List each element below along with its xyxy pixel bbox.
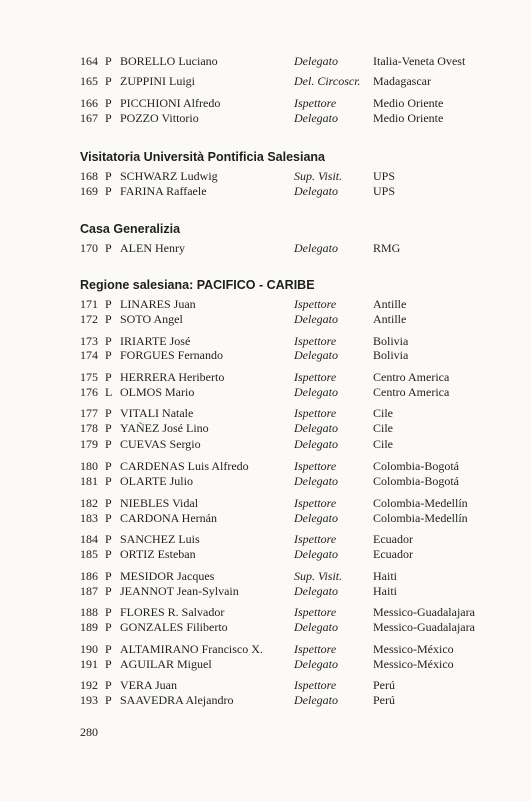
entry-status: P: [105, 241, 112, 255]
entry-number: 176: [80, 385, 98, 399]
entry-status: P: [105, 511, 112, 525]
entry-number: 175: [80, 370, 98, 384]
entry-place: Centro America: [373, 370, 450, 384]
entry-name: POZZO Vittorio: [120, 111, 199, 125]
entry-role: Ispettore: [294, 532, 337, 546]
entry-number: 177: [80, 406, 98, 420]
entry-name: NIEBLES Vidal: [120, 496, 199, 510]
entry-status: P: [105, 678, 112, 692]
entry-place: Bolivia: [373, 334, 409, 348]
entry-role: Sup. Visit.: [294, 169, 343, 183]
entry-role: Delegato: [294, 511, 338, 525]
entry-number: 179: [80, 437, 98, 451]
entry-name: VITALI Natale: [120, 406, 194, 420]
entry-name: JEANNOT Jean-Sylvain: [120, 584, 239, 598]
entry-place: Centro America: [373, 385, 450, 399]
entry-name: LINARES Juan: [120, 297, 196, 311]
entry-number: 166: [80, 96, 98, 110]
entry-name: AGUILAR Miguel: [120, 657, 212, 671]
entry-role: Ispettore: [294, 496, 337, 510]
entry-status: P: [105, 437, 112, 451]
entry-role: Ispettore: [294, 459, 337, 473]
entry-name: ORTIZ Esteban: [120, 547, 196, 561]
entry-number: 182: [80, 496, 98, 510]
entry-role: Ispettore: [294, 642, 337, 656]
entry-role: Delegato: [294, 348, 338, 362]
entry-role: Delegato: [294, 312, 338, 326]
entry-status: P: [105, 406, 112, 420]
entry-name: CARDONA Hernán: [120, 511, 217, 525]
entry-role: Delegato: [294, 547, 338, 561]
entry-number: 186: [80, 569, 98, 583]
entry-place: Messico-México: [373, 642, 454, 656]
entry-status: P: [105, 693, 112, 707]
entry-place: UPS: [373, 184, 396, 198]
entry-place: Haiti: [373, 584, 397, 598]
entry-place: Ecuador: [373, 547, 413, 561]
entry-status: P: [105, 569, 112, 583]
entry-name: VERA Juan: [120, 678, 177, 692]
entry-status: P: [105, 620, 112, 634]
entry-status: P: [105, 111, 112, 125]
entry-status: P: [105, 184, 112, 198]
entry-number: 171: [80, 297, 98, 311]
entry-role: Delegato: [294, 184, 338, 198]
entry-status: P: [105, 605, 112, 619]
entry-role: Ispettore: [294, 406, 337, 420]
entry-name: FORGUES Fernando: [120, 348, 224, 362]
entry-place: Medio Oriente: [373, 111, 444, 125]
entry-name: MESIDOR Jacques: [120, 569, 215, 583]
entry-status: L: [105, 385, 113, 399]
section-heading: Visitatoria Università Pontificia Salesiana: [80, 150, 326, 164]
entry-place: Cile: [373, 406, 393, 420]
entry-role: Delegato: [294, 693, 338, 707]
entry-place: Haiti: [373, 569, 397, 583]
entry-role: Ispettore: [294, 297, 337, 311]
entry-place: Ecuador: [373, 532, 413, 546]
entry-place: Antille: [373, 297, 407, 311]
entry-role: Ispettore: [294, 370, 337, 384]
entry-number: 170: [80, 241, 98, 255]
entry-name: FARINA Raffaele: [120, 184, 207, 198]
entry-role: Delegato: [294, 54, 338, 68]
entry-place: Madagascar: [373, 74, 431, 88]
entry-role: Delegato: [294, 584, 338, 598]
entry-status: P: [105, 169, 112, 183]
entry-place: Colombia-Bogotá: [373, 459, 459, 473]
entry-role: Delegato: [294, 385, 338, 399]
entry-role: Sup. Visit.: [294, 569, 343, 583]
entry-number: 184: [80, 532, 98, 546]
entry-place: Cile: [373, 437, 393, 451]
entry-name: SAAVEDRA Alejandro: [120, 693, 234, 707]
entry-name: GONZALES Filiberto: [120, 620, 228, 634]
entry-role: Ispettore: [294, 605, 337, 619]
entry-place: Cile: [373, 421, 393, 435]
entry-status: P: [105, 297, 112, 311]
entry-role: Delegato: [294, 421, 338, 435]
entry-number: 190: [80, 642, 98, 656]
entry-number: 178: [80, 421, 98, 435]
entry-name: HERRERA Heriberto: [120, 370, 225, 384]
section-heading: Casa Generalizia: [80, 222, 181, 236]
entry-number: 187: [80, 584, 98, 598]
entry-name: SOTO Angel: [120, 312, 183, 326]
entry-place: Perú: [373, 693, 395, 707]
entry-name: SANCHEZ Luis: [120, 532, 200, 546]
entry-number: 173: [80, 334, 98, 348]
entry-number: 167: [80, 111, 98, 125]
entry-role: Delegato: [294, 111, 338, 125]
entry-place: Italia-Veneta Ovest: [373, 54, 466, 68]
entry-place: Colombia-Bogotá: [373, 474, 459, 488]
entry-role: Delegato: [294, 474, 338, 488]
entry-name: ALTAMIRANO Francisco X.: [120, 642, 263, 656]
entry-status: P: [105, 312, 112, 326]
entry-status: P: [105, 54, 112, 68]
entry-number: 164: [80, 54, 98, 68]
entry-status: P: [105, 547, 112, 561]
entry-name: YAÑEZ José Lino: [120, 421, 209, 435]
entry-role: Ispettore: [294, 96, 337, 110]
entry-number: 172: [80, 312, 98, 326]
entry-role: Delegato: [294, 657, 338, 671]
entry-role: Delegato: [294, 620, 338, 634]
entry-number: 185: [80, 547, 98, 561]
entry-role: Delegato: [294, 241, 338, 255]
entry-status: P: [105, 657, 112, 671]
entry-role: Ispettore: [294, 334, 337, 348]
entry-number: 180: [80, 459, 98, 473]
entry-place: Colombia-Medellín: [373, 496, 468, 510]
entry-role: Del. Circoscr.: [294, 74, 361, 88]
entry-number: 183: [80, 511, 98, 525]
entry-number: 168: [80, 169, 98, 183]
entry-name: ZUPPINI Luigi: [120, 74, 195, 88]
entry-status: P: [105, 584, 112, 598]
entry-number: 174: [80, 348, 98, 362]
entry-status: P: [105, 421, 112, 435]
entry-status: P: [105, 496, 112, 510]
entry-place: UPS: [373, 169, 396, 183]
entry-place: Medio Oriente: [373, 96, 444, 110]
entry-place: Antille: [373, 312, 407, 326]
entry-name: FLORES R. Salvador: [120, 605, 225, 619]
entry-status: P: [105, 370, 112, 384]
entry-place: Bolivia: [373, 348, 409, 362]
entry-name: PICCHIONI Alfredo: [120, 96, 221, 110]
entry-status: P: [105, 459, 112, 473]
entry-name: OLMOS Mario: [120, 385, 195, 399]
entry-name: SCHWARZ Ludwig: [120, 169, 218, 183]
entry-status: P: [105, 642, 112, 656]
entry-number: 192: [80, 678, 98, 692]
entry-number: 189: [80, 620, 98, 634]
entry-status: P: [105, 348, 112, 362]
entry-status: P: [105, 474, 112, 488]
entry-number: 191: [80, 657, 98, 671]
page-number: 280: [80, 725, 98, 739]
entry-role: Ispettore: [294, 678, 337, 692]
section-heading: Regione salesiana: PACIFICO - CARIBE: [80, 278, 315, 292]
entry-name: ALEN Henry: [120, 241, 185, 255]
entry-place: Messico-Guadalajara: [373, 605, 475, 619]
entry-place: RMG: [373, 241, 401, 255]
entry-place: Colombia-Medellín: [373, 511, 468, 525]
entry-status: P: [105, 532, 112, 546]
entry-number: 169: [80, 184, 98, 198]
entry-role: Delegato: [294, 437, 338, 451]
entry-name: IRIARTE José: [120, 334, 191, 348]
entry-name: OLARTE Julio: [120, 474, 193, 488]
entry-status: P: [105, 334, 112, 348]
entry-status: P: [105, 96, 112, 110]
entry-name: BORELLO Luciano: [120, 54, 218, 68]
entry-place: Perú: [373, 678, 395, 692]
entry-status: P: [105, 74, 112, 88]
entry-number: 181: [80, 474, 98, 488]
entry-number: 188: [80, 605, 98, 619]
entry-name: CARDENAS Luis Alfredo: [120, 459, 249, 473]
entry-number: 165: [80, 74, 98, 88]
entry-place: Messico-México: [373, 657, 454, 671]
entry-number: 193: [80, 693, 98, 707]
entry-name: CUEVAS Sergio: [120, 437, 201, 451]
entry-place: Messico-Guadalajara: [373, 620, 475, 634]
